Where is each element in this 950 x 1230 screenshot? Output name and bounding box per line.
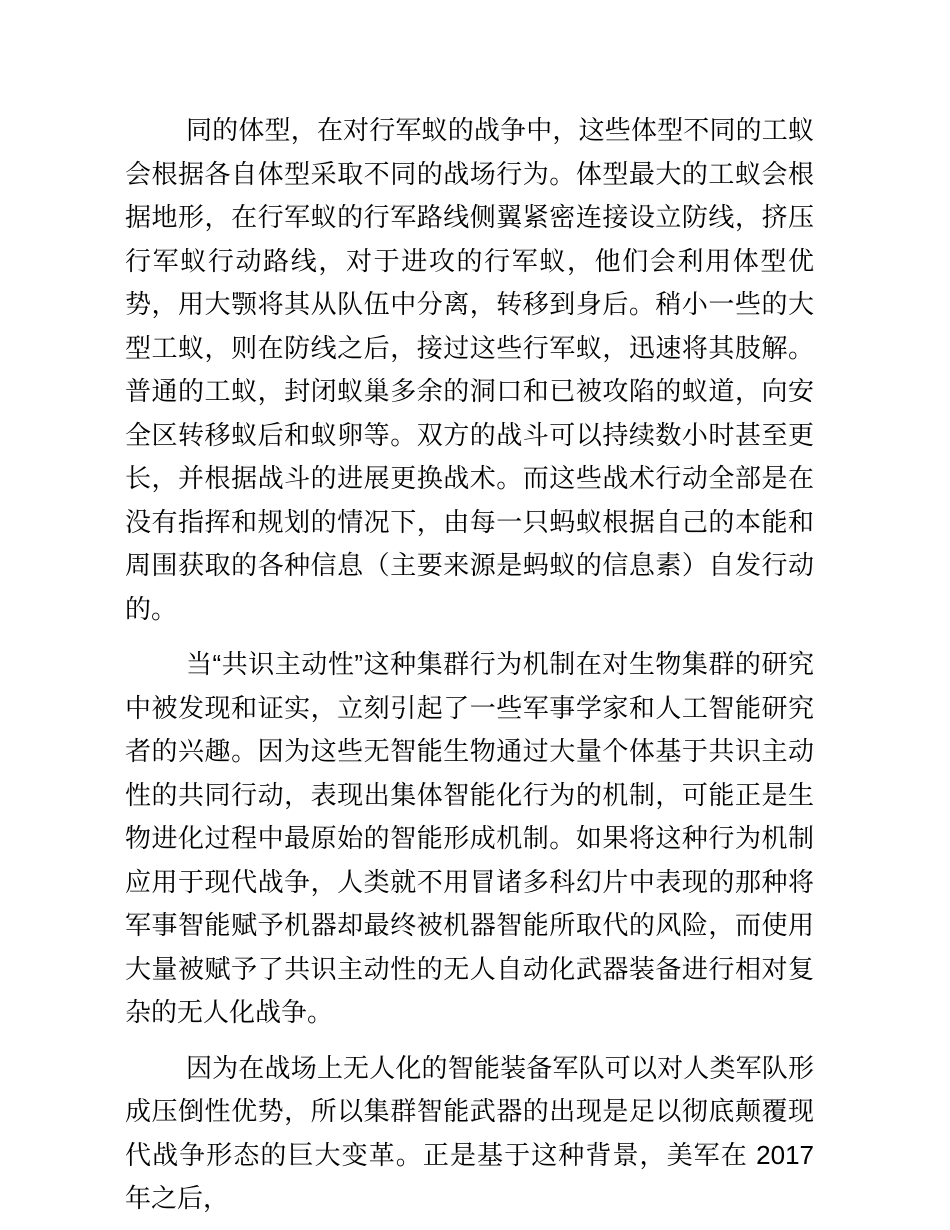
- paragraph-stigmergy-mechanism: 当“共识主动性”这种集群行为机制在对生物集群的研究中被发现和证实，立刻引起了一些军事学家和人工智能研究者的兴趣。因为这些无智能生物通过大量个体基于共识主动性的共同行动，表现出集体智能化行为的机制，可能正是生物进化过程中最原始的智能形成机制。如果将这种行为机制应用于现代战争，人类就不用冒诸多科幻片中表现的那种将军事智能赋予机器却最终被机器智能所取代的风险，而使用大量被赋予了共识主动性的无人自动化武器装备进行相对复杂的无人化战争。: [125, 649, 814, 1027]
- paragraph-army-ant-battle: 同的体型，在对行军蚁的战争中，这些体型不同的工蚁会根据各自体型采取不同的战场行为。体型最大的工蚁会根据地形，在行军蚁的行军路线侧翼紧密连接设立防线，挤压行军蚁行动路线，对于进攻的行军蚁，他们会利用体型优势，用大颚将其从队伍中分离，转移到身后。稍小一些的大型工蚁，则在防线之后，接过这些行军蚁，迅速将其肢解。普通的工蚁，封闭蚁巢多余的洞口和已被攻陷的蚁道，向安全区转移蚁后和蚁卵等。双方的战斗可以持续数小时甚至更长，并根据战斗的进展更换战术。而这些战术行动全部是在没有指挥和规划的情况下，由每一只蚂蚁根据自己的本能和周围获取的各种信息（主要来源是蚂蚁的信息素）自发行动的。: [125, 115, 814, 624]
- paragraph-swarm-weapons: 因为在战场上无人化的智能装备军队可以对人类军队形成压倒性优势，所以集群智能武器的出现是足以彻底颠覆现代战争形态的巨大变革。正是基于这种背景，美军在 2017 年之后，: [125, 1052, 814, 1213]
